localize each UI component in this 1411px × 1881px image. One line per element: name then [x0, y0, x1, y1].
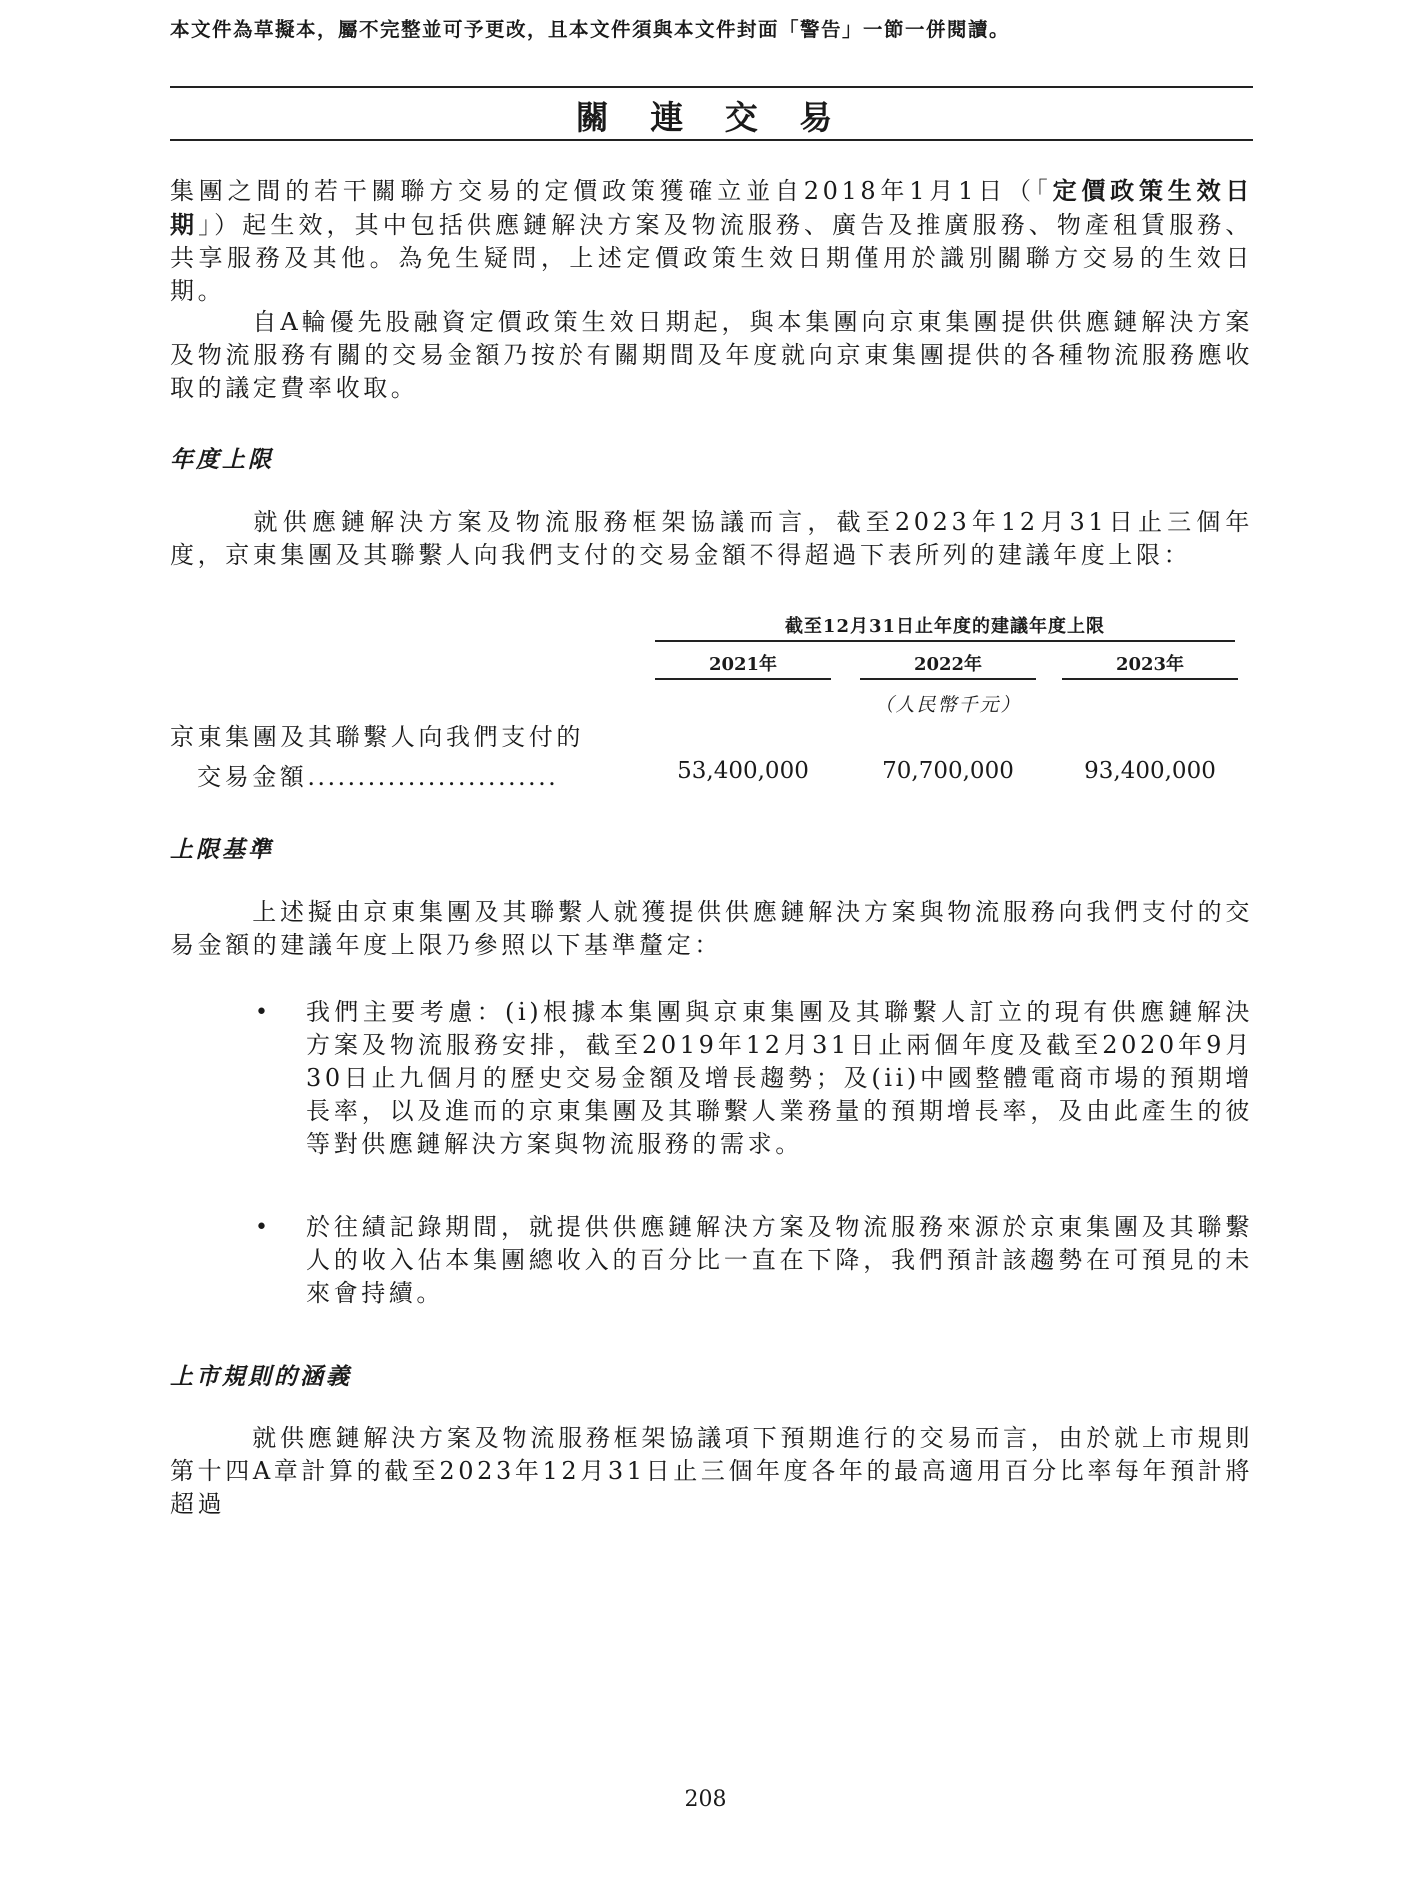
year-rule-2021	[655, 678, 831, 680]
table-year-2022: 2022年	[913, 654, 983, 675]
basis-paragraph	[170, 896, 1253, 962]
bullet-marker-1: •	[255, 1000, 268, 1025]
intro-paragraph-2	[170, 306, 1253, 405]
table-amount-2021: 53,400,000	[677, 758, 809, 784]
intro-paragraph-1-start: 集團之間的若干關聯方交易的定價政策獲確立並自2018年1月1日（「	[170, 177, 1053, 205]
table-group-header: 截至12月31日止年度的建議年度上限	[784, 616, 1106, 637]
annual-caps-paragraph-text: 就供應鏈解決方案及物流服務框架協議而言，截至2023年12月31日止三個年度，京東集團及其聯繫人向我們支付的交易金額不得超過下表所列的建議年度上限：	[170, 508, 1253, 569]
table-amount-2022: 70,700,000	[882, 758, 1014, 784]
basis-heading: 上限基準	[170, 836, 274, 863]
draft-warning-banner: 本文件為草擬本，屬不完整並可予更改，且本文件須與本文件封面「警告」一節一併閱讀。	[170, 18, 1011, 41]
table-row-label-line1: 京東集團及其聯繫人向我們支付的	[170, 723, 584, 751]
table-year-2021: 2021年	[708, 654, 778, 675]
page-number: 208	[684, 1787, 727, 1812]
section-title: 關 連 交 易	[575, 98, 848, 137]
year-rule-2023	[1062, 678, 1238, 680]
year-rule-2022	[860, 678, 1036, 680]
title-bottom-rule	[170, 139, 1253, 141]
bullet-marker-2: •	[255, 1215, 268, 1240]
listing-rules-heading: 上市規則的涵義	[170, 1363, 352, 1390]
listing-rules-paragraph-text: 就供應鏈解決方案及物流服務框架協議項下預期進行的交易而言，由於就上市規則第十四A章計算的截至2023年12月31日止三個年度各年的最高適用百分比率每年預計將超過	[170, 1424, 1253, 1518]
table-unit: （人民幣千元）	[874, 694, 1022, 716]
intro-paragraph-1-end: 」）起生效，其中包括供應鏈解決方案及物流服務、廣告及推廣服務、物產租賃服務、共享服務及其他。為免生疑問，上述定價政策生效日期僅用於識別關聯方交易的生效日期。	[170, 211, 1253, 305]
table-year-2023: 2023年	[1115, 654, 1185, 675]
defined-term: 定價政策生效日期	[170, 176, 1253, 239]
intro-paragraph-2-text: 自A輪優先股融資定價政策生效日期起，與本集團向京東集團提供供應鏈解決方案及物流服務有關的交易金額乃按於有關期間及年度就向京東集團提供的各種物流服務應收取的議定費率收取。	[170, 308, 1253, 402]
annual-caps-paragraph	[170, 506, 1253, 572]
title-top-rule	[170, 86, 1253, 88]
listing-rules-paragraph	[170, 1422, 1253, 1521]
bullet-item-1: 我們主要考慮：(i)根據本集團與京東集團及其聯繫人訂立的現有供應鏈解決方案及物流服務安排，截至2019年12月31日止兩個年度及截至2020年9月30日止九個月的歷史交易金額及增長趨勢；及(ii)中國整體電商市場的預期增長率，以及進而的京東集團及其聯繫人業務量的預期增長率，及由此產生的彼等對供應鏈解決方案與物流服務的需求。	[306, 998, 1253, 1158]
intro-paragraph-1	[170, 174, 1253, 308]
bullet-item-2: 於往績記錄期間，就提供供應鏈解決方案及物流服務來源於京東集團及其聯繫人的收入佔本集團總收入的百分比一直在下降，我們預計該趨勢在可預見的未來會持續。	[306, 1213, 1253, 1307]
annual-caps-heading: 年度上限	[170, 446, 274, 473]
basis-paragraph-text: 上述擬由京東集團及其聯繫人就獲提供供應鏈解決方案與物流服務向我們支付的交易金額的建議年度上限乃參照以下基準釐定：	[170, 898, 1253, 959]
table-row-leader: .........................	[307, 763, 559, 791]
table-row-label-text: 交易金額	[197, 763, 308, 791]
table-header-rule	[655, 640, 1235, 642]
table-amount-2023: 93,400,000	[1084, 758, 1216, 784]
table-row-label-line2	[197, 757, 558, 792]
